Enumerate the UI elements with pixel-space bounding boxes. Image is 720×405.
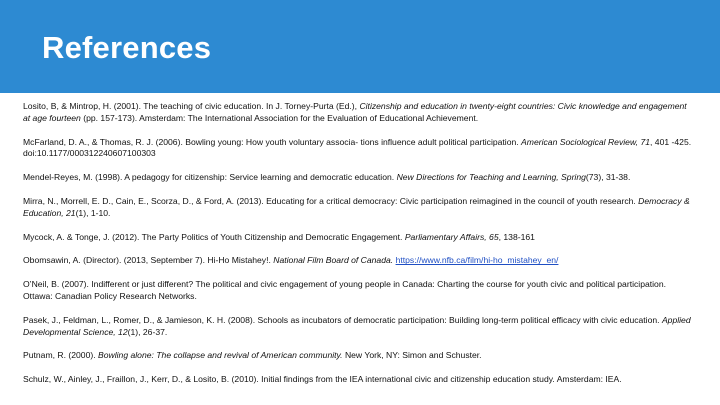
reference-item: Losito, B, & Mintrop, H. (2001). The teaching of civic education. In J. Torney-Purta (Ed.), Citizenship and education in twenty-eight countries: Civic knowledge and engagement at age fourteen (pp. 157-173). Amsterdam: The International Association for the Evaluation of Educational Achievement. <box>23 101 687 123</box>
reference-item: Mycock, A. & Tonge, J. (2012). The Party Politics of Youth Citizenship and Democratic Engagement. Parliamentary Affairs, 65, 138-161 <box>23 231 535 242</box>
reference-item: Mirra, N., Morrell, E. D., Cain, E., Scorza, D., & Ford, A. (2013). Educating for a critical democracy: Civic participation reimagined in the council of youth research. Democracy & Education, 21(1), 1-10. <box>23 195 690 218</box>
reference-item: Schulz, W., Ainley, J., Fraillon, J., Kerr, D., & Losito, B. (2010). Initial findings from the IEA international civic and citizenship education study. Amsterdam: IEA. <box>23 374 622 385</box>
page-title: References <box>42 30 212 65</box>
reference-list <box>23 101 695 398</box>
reference-item: Putnam, R. (2000). Bowling alone: The collapse and revival of American community. New York, NY: Simon and Schuster. <box>23 350 482 361</box>
reference-item: McFarland, D. A., & Thomas, R. J. (2006). Bowling young: How youth voluntary associa- tions influence adult political participation. American Sociological Review, 71, 401 -425. doi:10.1177/000312240607100303 <box>23 136 692 159</box>
reference-item: Pasek, J., Feldman, L., Romer, D., & Jamieson, K. H. (2008). Schools as incubators of democratic participation: Building long-term political efficacy with civic education. Applied Developmental Science, 12(1), 26-37. <box>23 314 691 337</box>
reference-item: O’Neil, B. (2007). Indifferent or just different? The political and civic engagement of young people in Canada: Charting the course for youth civic and political participation. Ottawa: Canadian Policy Research Networks. <box>23 279 666 301</box>
reference-item: Obomsawin, A. (Director). (2013, September 7). Hi-Ho Mistahey!. National Film Board of Canada. https://www.nfb.ca/film/hi-ho_mistahey_en/ <box>23 255 559 266</box>
title-banner <box>0 0 720 93</box>
film-link[interactable]: https://www.nfb.ca/film/hi-ho_mistahey_en/ <box>395 255 559 266</box>
reference-item: Mendel-Reyes, M. (1998). A pedagogy for citizenship: Service learning and democratic education. New Directions for Teaching and Learning, Spring(73), 31-38. <box>23 172 631 183</box>
